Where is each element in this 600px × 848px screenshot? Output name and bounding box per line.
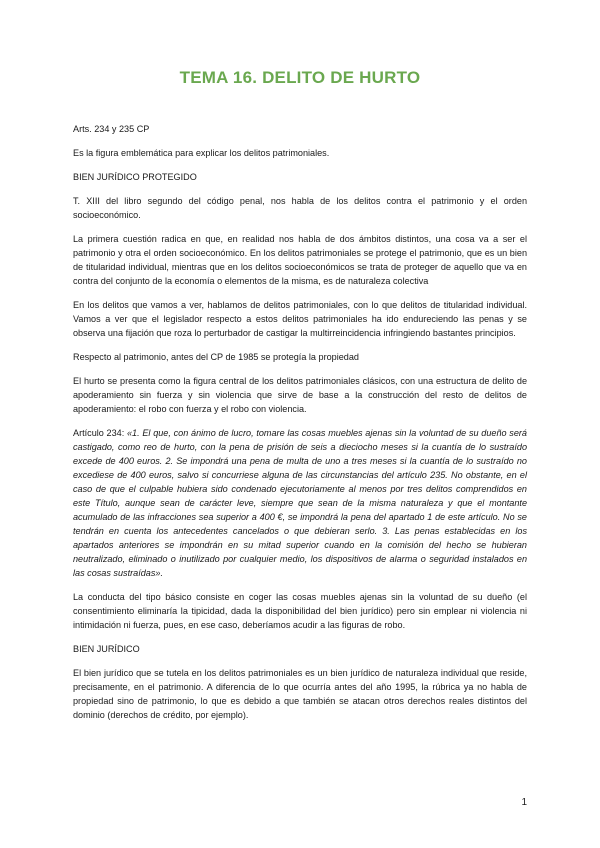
section-heading-bien-juridico: BIEN JURÍDICO [73, 644, 140, 654]
paragraph-titulo-xiii: T. XIII del libro segundo del código penal, nos habla de los delitos contra el patrimonio y el orden socioeconómico. [73, 196, 527, 220]
page-number: 1 [521, 797, 527, 808]
paragraph-primera-cuestion: La primera cuestión radica en que, en realidad nos habla de dos ámbitos distintos, una cosa va a ser el patrimonio y otra el orden socioeconómico. En los delitos patrimoniales se protege el patrimonio, que es un bien de titularidad individual, mientras que en los delitos socioeconómicos se trata de proteger de aquello que va en contra del conjunto de la economía o elementos de la misma, es de naturaleza colectiva [73, 234, 527, 286]
paragraph-bien-juridico-tutela: El bien jurídico que se tutela en los delitos patrimoniales es un bien jurídico de naturaleza individual que reside, precisamente, en el patrimonio. A diferencia de lo que ocurría antes del año 1995, la rúbrica ya no habla de propiedad sino de patrimonio, lo que es debido a que también se atacan otros derechos reales distintos del dominio (derechos de crédito, por ejemplo). [73, 668, 527, 720]
article-234-quote: «1. El que, con ánimo de lucro, tomare las cosas muebles ajenas sin la voluntad de su dueño será castigado, como reo de hurto, con la pena de prisión de seis a dieciocho meses si la cuantía de lo sustraído excede de 400 euros. 2. Se impondrá una pena de multa de uno a tres meses si la cuantía de lo sustraído no excediese de 400 euros, salvo si concurriese alguna de las circunstancias del artículo 235. No obstante, en el caso de que el culpable hubiera sido condenado ejecutoriamente al menos por tres delitos comprendidos en este Título, aunque sean de carácter leve, siempre que sean de la misma naturaleza y que el montante acumulado de las infracciones sea superior a 400 €, se impondrá la pena del apartado 1 de este artículo. No se tendrán en cuenta los antecedentes cancelados o que debieran serlo. 3. Las penas establecidas en los apartados anteriores se impondrán en su mitad superior cuando en la comisión del hecho se hubieran neutralizado, eliminado o inutilizado por cualquier medio, los dispositivos de alarma o seguridad instalados en las cosas sustraídas». [73, 428, 527, 578]
paragraph-articles-reference: Arts. 234 y 235 CP [73, 124, 150, 134]
paragraph-delitos-patrimoniales: En los delitos que vamos a ver, hablamos de delitos patrimoniales, con lo que delitos de titularidad individual. Vamos a ver que el legislador respecto a estos delitos patrimoniales ha ido endureciendo las penas y se observa una fijación que roza lo perturbador de castigar la multirreincidencia infringiendo bastantes principios. [73, 300, 527, 338]
document-title: TEMA 16. DELITO DE HURTO [179, 68, 421, 87]
article-234-label: Artículo 234: [73, 428, 125, 438]
paragraph-conducta-tipo-basico: La conducta del tipo básico consiste en coger las cosas muebles ajenas sin la voluntad de su dueño (el consentimiento eliminaría la tipicidad, dada la disponibilidad del bien jurídico) pero sin emplear ni violencia ni intimidación ni fuerza, pues, en ese caso, deberíamos acudir a las figuras de robo. [73, 592, 527, 630]
paragraph-respecto-patrimonio: Respecto al patrimonio, antes del CP de 1985 se protegía la propiedad [73, 352, 359, 362]
paragraph-intro: Es la figura emblemática para explicar los delitos patrimoniales. [73, 148, 330, 158]
paragraph-hurto-figura-central: El hurto se presenta como la figura central de los delitos patrimoniales clásicos, con una estructura de delito de apoderamiento sin fuerza y sin violencia que sirve de base a la construcción del resto de delitos de apoderamiento: el robo con fuerza y el robo con violencia. [73, 376, 527, 414]
section-heading-bien-juridico-protegido: BIEN JURÍDICO PROTEGIDO [73, 172, 197, 182]
paragraph-articulo-234 [73, 426, 527, 580]
